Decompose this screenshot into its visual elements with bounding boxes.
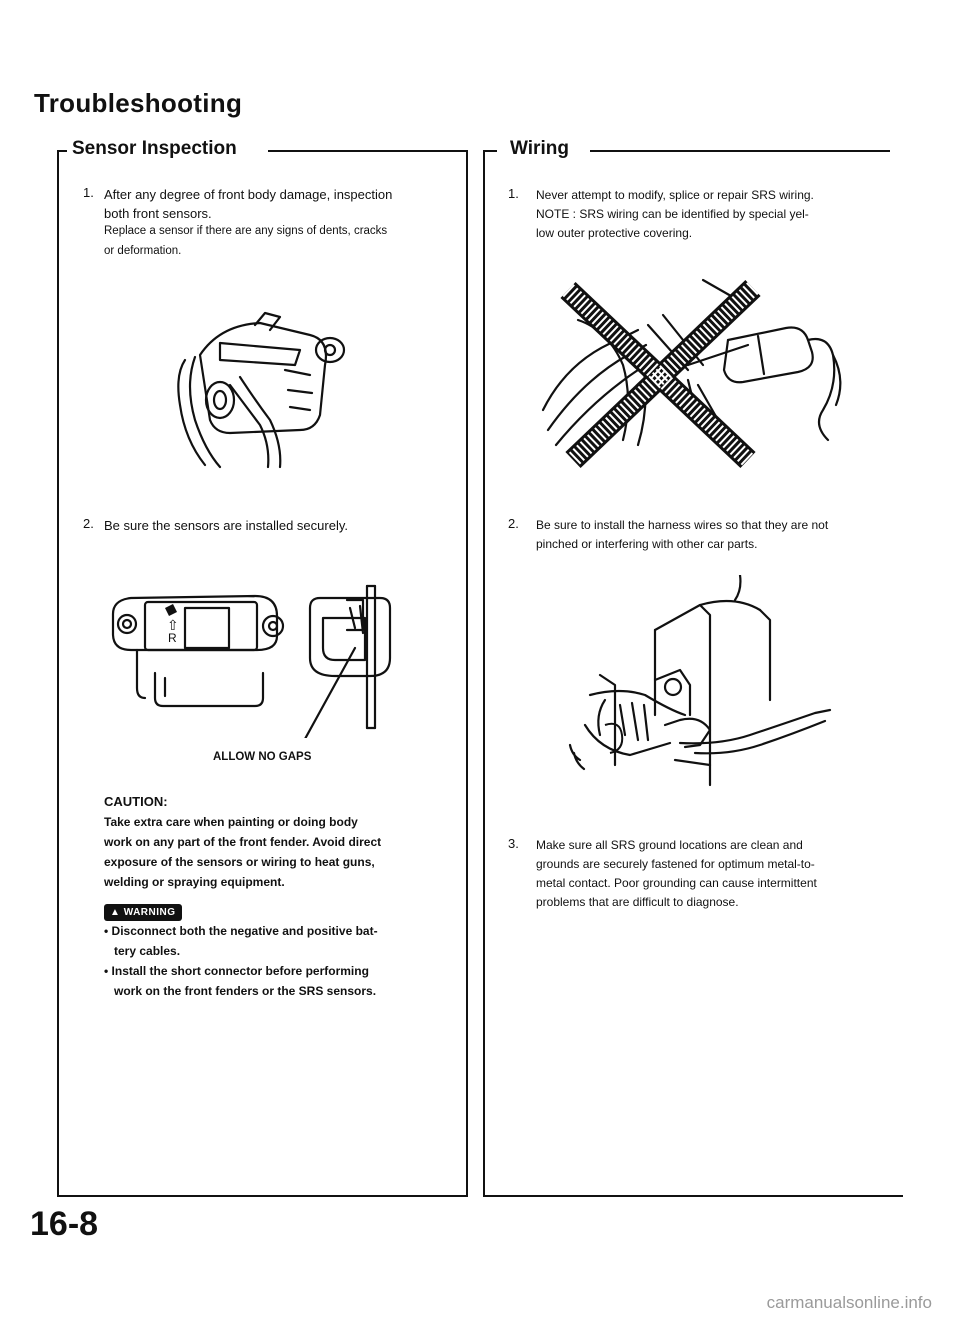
wiring-heading: Wiring xyxy=(510,138,569,159)
sensor-step1-note2: or deformation. xyxy=(104,245,182,257)
warning-label: WARNING xyxy=(123,907,176,918)
warning-line-2: tery cables. xyxy=(114,944,181,958)
page-title: Troubleshooting xyxy=(34,88,243,118)
left-column-top-rule-stub xyxy=(57,150,67,152)
sensor-step2-number: 2. xyxy=(83,516,94,531)
right-column-bottom-rule xyxy=(483,1195,903,1197)
wiring-step2-line2: pinched or interfering with other car parts. xyxy=(536,537,758,551)
warning-triangle-icon: ▲ xyxy=(110,907,121,918)
left-column-top-rule xyxy=(268,150,468,152)
left-column-bottom-rule xyxy=(57,1195,468,1197)
wiring-step2-number: 2. xyxy=(508,516,519,531)
sensor-mount-illustration xyxy=(105,578,405,738)
wiring-step3-line3: metal contact. Poor grounding can cause intermittent xyxy=(536,876,817,890)
wiring-step3-number: 3. xyxy=(508,836,519,851)
caution-line-1: Take extra care when painting or doing body xyxy=(104,815,358,829)
harness-illustration xyxy=(560,575,840,790)
caution-line-2: work on any part of the front fender. Avoid direct xyxy=(104,835,382,849)
left-column-left-border xyxy=(57,150,59,1197)
warning-badge-wrap xyxy=(104,902,182,921)
sensor-step2-text: Be sure the sensors are installed securely. xyxy=(104,518,348,533)
warning-badge xyxy=(104,904,182,921)
wiring-step1-line3: low outer protective covering. xyxy=(536,226,693,240)
allow-no-gaps-label: ALLOW NO GAPS xyxy=(213,751,312,763)
svg-text:⇧: ⇧ xyxy=(167,617,179,633)
sensor-step1-line1: After any degree of front body damage, inspection xyxy=(104,187,393,202)
no-splice-illustration xyxy=(528,270,868,470)
wiring-step2-line1: Be sure to install the harness wires so that they are not xyxy=(536,518,829,532)
caution-line-4: welding or spraying equipment. xyxy=(104,875,285,889)
wiring-step3-line1: Make sure all SRS ground locations are clean and xyxy=(536,838,803,852)
sensor-letter: R xyxy=(168,631,177,645)
sensor-step1-note1: Replace a sensor if there are any signs of dents, cracks xyxy=(104,225,388,237)
wiring-step1-line2: NOTE : SRS wiring can be identified by special yel- xyxy=(536,207,809,221)
sensor-step1-number: 1. xyxy=(83,185,94,200)
watermark: carmanualsonline.info xyxy=(766,1293,932,1312)
right-column-top-rule-stub xyxy=(483,150,497,152)
caution-line-3: exposure of the sensors or wiring to heat guns, xyxy=(104,855,375,869)
page-number: 16-8 xyxy=(30,1205,99,1243)
left-column-right-border xyxy=(466,150,468,1197)
wiring-step1-number: 1. xyxy=(508,186,519,201)
sensor-illustration xyxy=(160,295,360,470)
wiring-step3-line2: grounds are securely fastened for optimum metal-to- xyxy=(536,857,815,871)
sensor-inspection-heading: Sensor Inspection xyxy=(72,138,237,159)
wiring-step1-line1: Never attempt to modify, splice or repair SRS wiring. xyxy=(536,188,814,202)
sensor-step1-line2: both front sensors. xyxy=(104,206,212,221)
caution-heading: CAUTION: xyxy=(104,794,168,809)
right-column-left-border xyxy=(483,150,485,1197)
warning-line-4: work on the front fenders or the SRS sensors. xyxy=(114,984,377,998)
warning-line-1: • Disconnect both the negative and positive bat- xyxy=(104,924,378,938)
right-column-top-rule xyxy=(590,150,890,152)
wiring-step3-line4: problems that are difficult to diagnose. xyxy=(536,895,739,909)
warning-line-3: • Install the short connector before performing xyxy=(104,964,369,978)
